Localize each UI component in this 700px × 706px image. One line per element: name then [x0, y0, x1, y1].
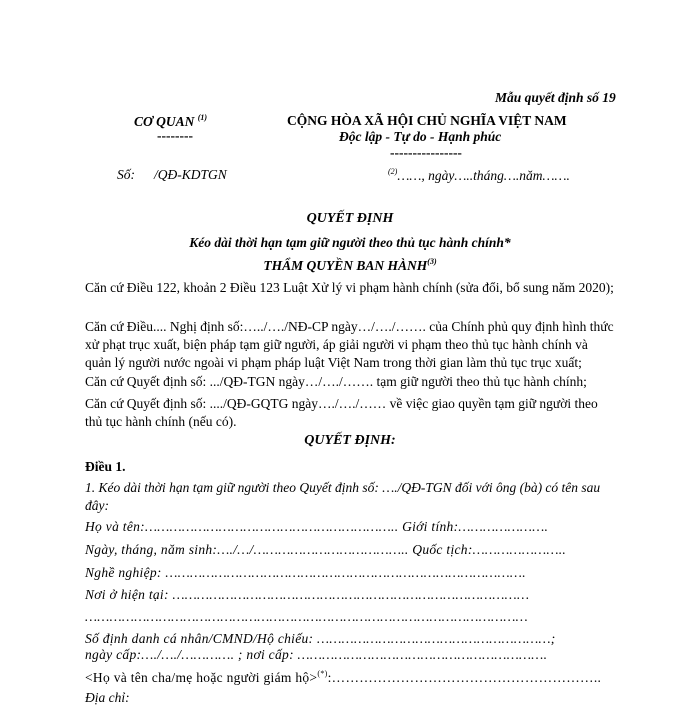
form-number: Mẫu quyết định số 19	[495, 90, 616, 105]
address-label: Địa chỉ:	[85, 690, 130, 705]
article-1-title: Điều 1.	[85, 459, 126, 474]
document-title: QUYẾT ĐỊNH	[306, 211, 394, 226]
date-line: $^{(2)}$……, ngày…..tháng….năm…….	[388, 167, 570, 183]
article-1-intro: 1. Kéo dài thời hạn tạm giữ người theo Quyết định số: …./QĐ-TGN đối với ông (bà) có tên sau đây:	[85, 480, 601, 513]
guardian-line: <Họ và tên cha/mẹ hoặc người giám hộ>(*):…………………………………………………..	[85, 669, 602, 685]
legal-basis-1: Căn cứ Điều 122, khoản 2 Điều 123 Luật Xử lý vi phạm hành chính (sửa đổi, bổ sung năm 2020);	[85, 280, 614, 295]
legal-basis-2: Căn cứ Điều.... Nghị định số:…../…./NĐ-CP ngày…/…./……. của Chính phủ quy định hình thức xử phạt trục xuất, biện pháp tạm giữ người, áp giải người vi phạm theo thủ tục hành chính và quản lý người nước ngoài vi phạm pháp luật Việt Nam trong thời gian làm thủ tục trục xuất;	[85, 319, 614, 370]
number-code: /QĐ-KDTGN	[154, 167, 227, 182]
document-subtitle: Kéo dài thời hạn tạm giữ người theo thủ tục hành chính*	[189, 235, 511, 250]
name-line: Họ và tên:…………………………………………………….. Giới tính:………………….	[85, 519, 549, 534]
decision-heading: QUYẾT ĐỊNH:	[304, 433, 396, 448]
legal-basis-4: Căn cứ Quyết định số: ..../QĐ-GQTG ngày…./…./…… về việc giao quyền tạm giữ người theo thủ tục hành chính (nếu có).	[85, 396, 598, 429]
nation-motto: Độc lập - Tự do - Hạnh phúc	[339, 129, 502, 144]
residence-line: Nơi ở hiện tại: ……………………………………………………………………………	[85, 587, 530, 602]
legal-basis-3: Căn cứ Quyết định số: .../QĐ-TGN ngày…/…./……. tạm giữ người theo thủ tục hành chính;	[85, 374, 587, 389]
issuing-authority: THẨM QUYỀN BAN HÀNH$^{(3)}$	[263, 257, 437, 273]
nation-title: CỘNG HÒA XÃ HỘI CHỦ NGHĨA VIỆT NAM	[287, 113, 567, 128]
dob-line: Ngày, tháng, năm sinh:…./…/……………………………….. Quốc tịch:…………………..	[85, 542, 567, 557]
id-line: Số định danh cá nhân/CMND/Hộ chiếu: …………………………………………………;	[85, 631, 556, 646]
agency-label: CƠ QUAN $^{(1)}$	[134, 113, 208, 129]
issue-line: ngày cấp:…./…./…………. ; nơi cấp: …………………………………………………….	[85, 647, 548, 662]
residence-continuation: ………………………………………………………………………………………………	[85, 609, 528, 624]
number-label: Số:	[117, 167, 135, 182]
agency-divider: --------	[157, 128, 193, 143]
motto-divider: ----------------	[390, 145, 462, 160]
job-line: Nghề nghiệp: …………………………………………………………………………….	[85, 565, 526, 580]
